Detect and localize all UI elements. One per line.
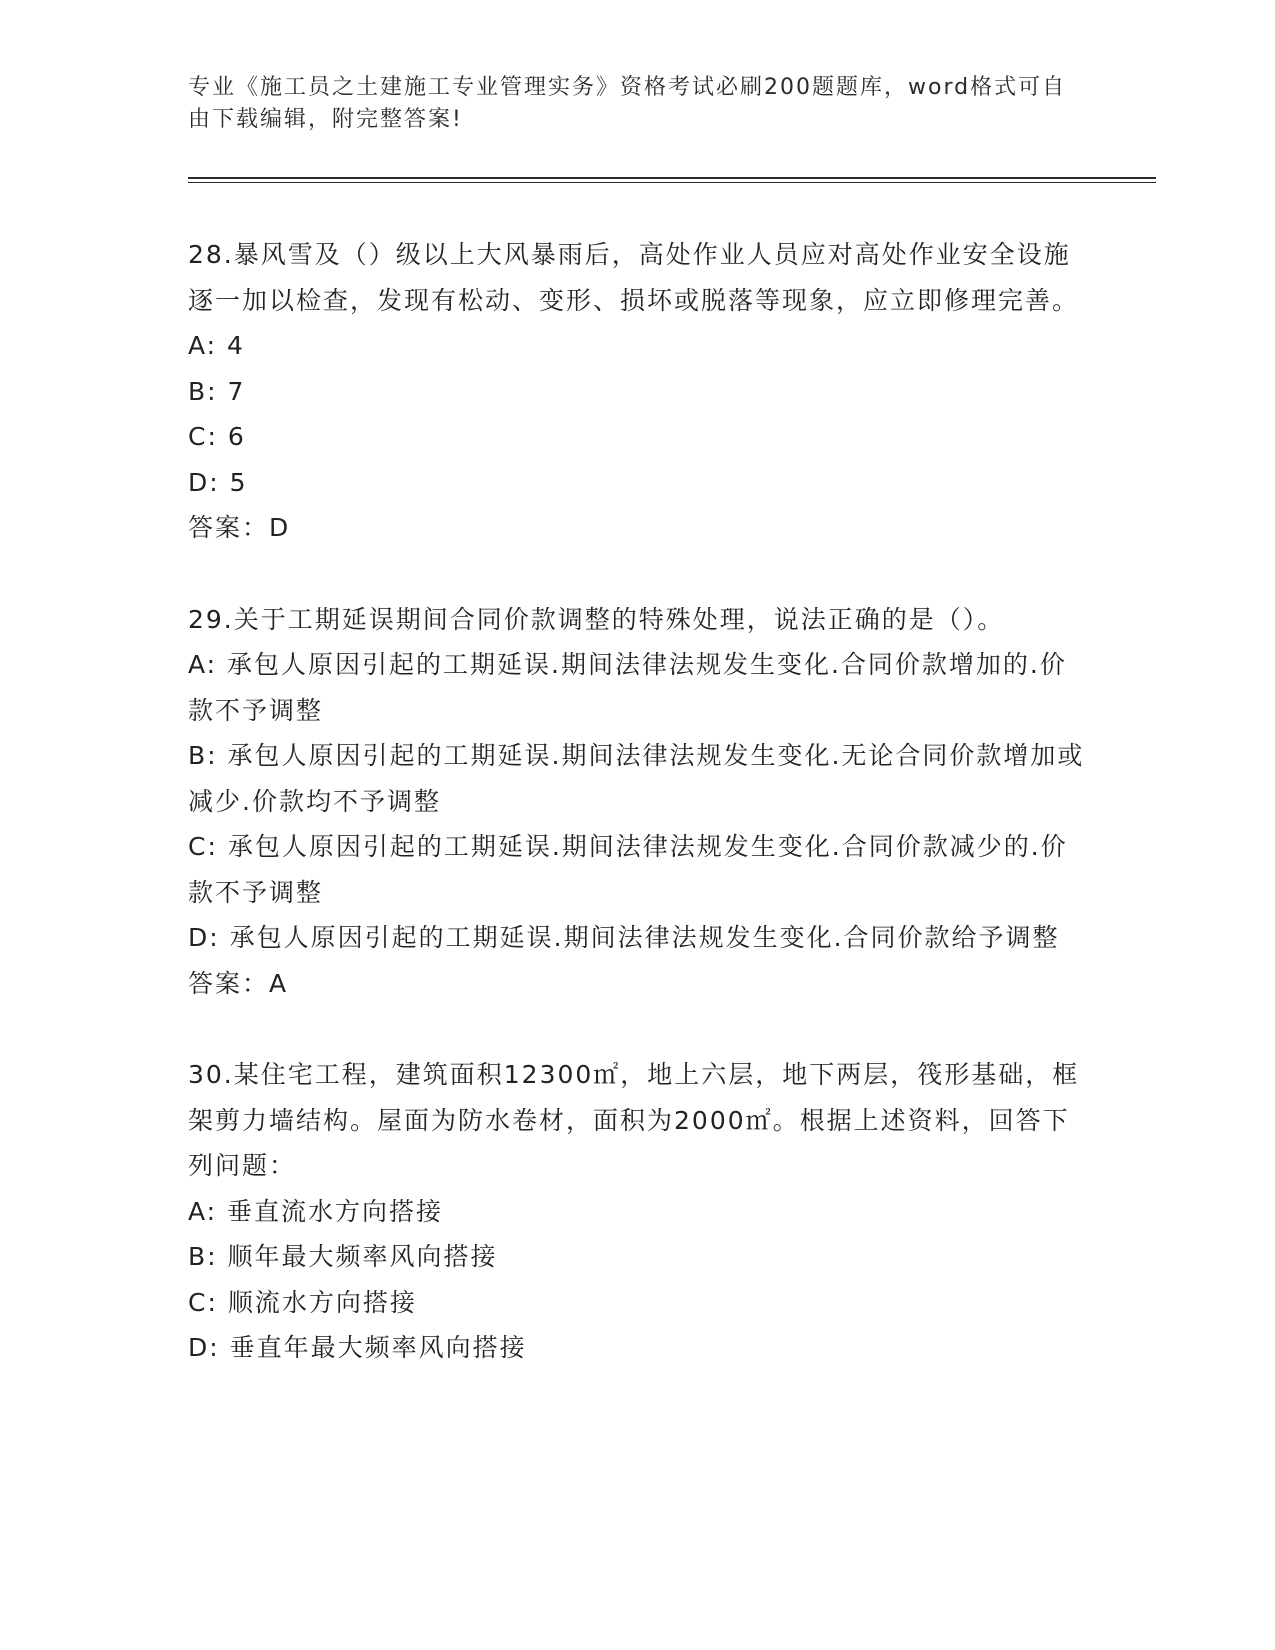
header-divider-thin	[188, 182, 1156, 183]
question-stem: 28.暴风雪及（）级以上大风暴雨后，高处作业人员应对高处作业安全设施逐一加以检查，发现有松动、变形、损坏或脱落等现象，应立即修理完善。	[188, 240, 1080, 315]
option-d: D: 承包人原因引起的工期延误.期间法律法规发生变化.合同价款给予调整	[188, 923, 1060, 952]
option-c: C: 顺流水方向搭接	[188, 1287, 417, 1317]
option-b: B: 顺年最大频率风向搭接	[188, 1242, 498, 1271]
option-c: C: 6	[188, 422, 246, 451]
header-divider-thick	[188, 177, 1156, 179]
question-29	[188, 597, 1088, 1007]
question-stem: 29.关于工期延误期间合同价款调整的特殊处理，说法正确的是（）。	[188, 604, 1005, 634]
option-a: A: 承包人原因引起的工期延误.期间法律法规发生变化.合同价款增加的.价款不予调整	[188, 650, 1067, 725]
option-b: B: 7	[188, 376, 246, 406]
option-d: D: 5	[188, 467, 248, 497]
question-stem: 30.某住宅工程，建筑面积12300㎡，地上六层，地下两层，筏形基础，框架剪力墙结构。屋面为防水卷材，面积为2000㎡。根据上述资料，回答下列问题：	[188, 1060, 1080, 1180]
option-b: B: 承包人原因引起的工期延误.期间法律法规发生变化.无论合同价款增加或减少.价款均不予调整	[188, 741, 1085, 816]
option-d: D: 垂直年最大频率风向搭接	[188, 1333, 527, 1362]
answer-line: 答案：A	[188, 968, 289, 998]
option-a: A: 垂直流水方向搭接	[188, 1196, 444, 1226]
option-a: A: 4	[188, 331, 245, 360]
question-list	[188, 232, 1088, 1417]
question-28	[188, 232, 1088, 551]
document-header-title: 专业《施工员之土建施工专业管理实务》资格考试必刷200题题库，word格式可自由下载编辑，附完整答案!	[188, 75, 1067, 132]
option-c: C: 承包人原因引起的工期延误.期间法律法规发生变化.合同价款减少的.价款不予调整	[188, 832, 1068, 907]
answer-line: 答案：D	[188, 513, 291, 542]
question-30	[188, 1052, 1088, 1371]
